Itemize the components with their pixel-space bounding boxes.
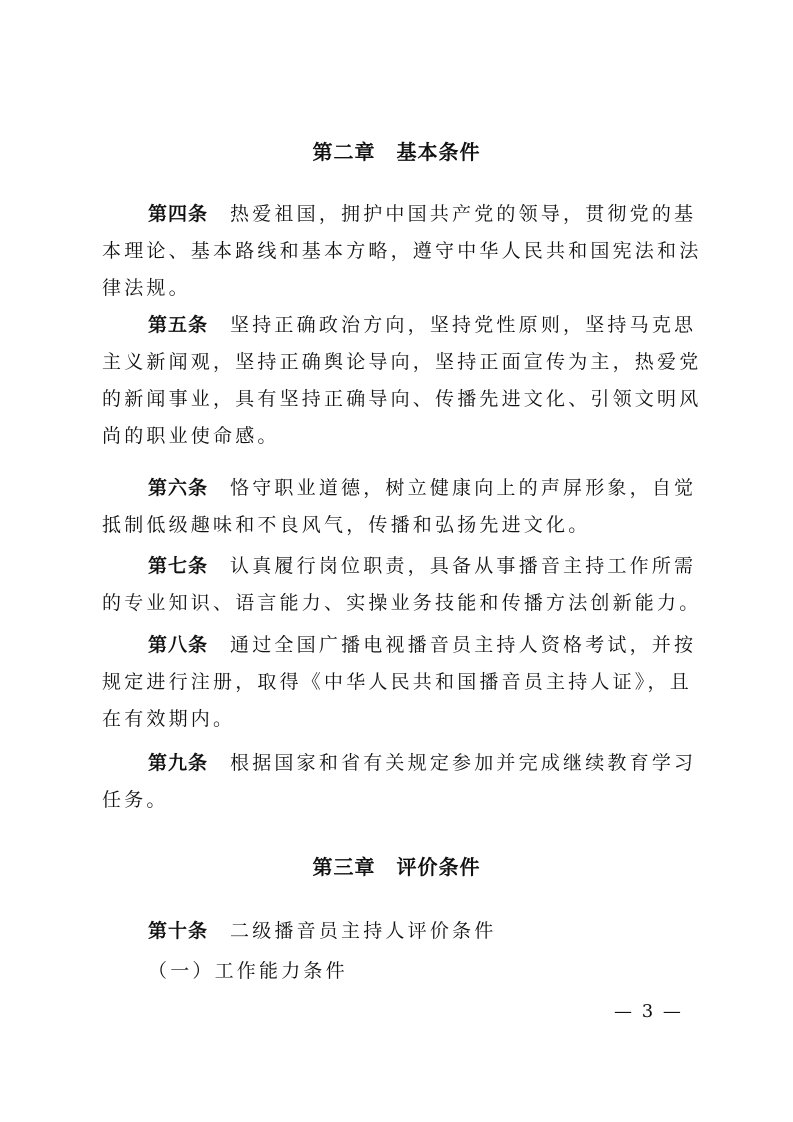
article-8	[102, 627, 702, 738]
article-7	[102, 548, 702, 622]
article-8-label: 第八条	[148, 634, 209, 656]
item-1	[102, 953, 702, 990]
article-9-label: 第九条	[148, 752, 209, 774]
article-8-text: 通过全国广播电视播音员主持人资格考试，并按规定进行注册，取得《中华人民共和国播音员主持人证》，且在有效期内。	[102, 634, 697, 730]
article-10-label: 第十条	[148, 920, 209, 942]
article-9	[102, 745, 702, 819]
article-5	[102, 307, 702, 455]
article-9-text: 根据国家和省有关规定参加并完成继续教育学习任务。	[102, 752, 697, 811]
article-5-label: 第五条	[148, 314, 209, 336]
chapter-2-heading: 第二章 基本条件	[312, 140, 481, 164]
article-10-text: 二级播音员主持人评价条件	[230, 920, 497, 942]
item-1-text: （一）工作能力条件	[148, 960, 348, 982]
article-6	[102, 470, 702, 544]
article-6-text: 恪守职业道德，树立健康向上的声屏形象，自觉抵制低级趣味和不良风气，传播和弘扬先进文化。	[102, 477, 697, 536]
article-7-text: 认真履行岗位职责，具备从事播音主持工作所需的专业知识、语言能力、实操业务技能和传播方法创新能力。	[102, 555, 702, 614]
article-7-label: 第七条	[148, 555, 209, 577]
article-4	[102, 196, 702, 307]
article-10	[102, 913, 702, 950]
article-5-text: 坚持正确政治方向，坚持党性原则，坚持马克思主义新闻观，坚持正确舆论导向，坚持正面宣传为主，热爱党的新闻事业，具有坚持正确导向、传播先进文化、引领文明风尚的职业使命感。	[102, 314, 702, 447]
chapter-3-heading: 第三章 评价条件	[312, 855, 481, 879]
article-4-label: 第四条	[148, 203, 209, 225]
article-4-text: 热爱祖国，拥护中国共产党的领导，贯彻党的基本理论、基本路线和基本方略，遵守中华人民共和国宪法和法律法规。	[102, 203, 702, 299]
page-number: — 3 —	[614, 1001, 683, 1022]
article-6-label: 第六条	[148, 477, 209, 499]
